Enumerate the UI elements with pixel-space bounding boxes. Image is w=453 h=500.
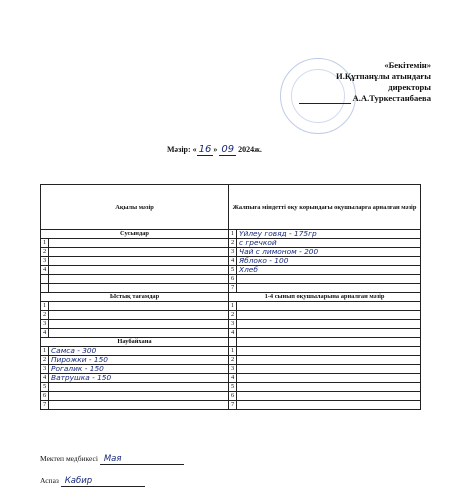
free-item: с гречкой [237,239,421,248]
free-item: Яблоко - 100 [237,257,421,266]
director-signature [299,103,351,104]
director-name: А.А.Туркестанбаева [352,93,431,103]
free-menu-header: Жалпыға міндетті оқу корындағы оқушыларға арналған мәзір [229,185,421,230]
bakery-item: Пирожки - 150 [49,356,229,365]
approval-position: директоры [388,82,431,92]
nurse-signature: Мая [100,454,184,465]
approval-signature-line [241,93,431,104]
menu-month: 09 [221,144,235,155]
paid-menu-header: Ақылы мәзір [41,185,229,230]
menu-day: 16 [198,144,212,155]
menu-date: Мәзір: « 16 » 09 2024ж. [167,144,262,155]
free-item: Үйлеу говяд - 175гр [237,230,421,239]
free-item [237,284,421,293]
nurse-label: Мектеп медбикесі [40,454,98,463]
nurse-signature-row [40,454,184,465]
grade14-header: 1-4 сынып оқушыларына арналған мәзір [229,293,421,302]
free-item: Хлеб [237,266,421,275]
hot-meals-header: Ыстық тағамдар [41,293,229,302]
cook-signature-row [40,476,145,487]
menu-year: 2024ж. [238,145,262,154]
free-item [237,275,421,284]
bakery-item: Самса - 300 [49,347,229,356]
menu-table: Ақылы мәзір Жалпыға міндетті оқу корындағы оқушыларға арналған мәзір Сусындар 1 Үйлеу говяд - 175гр 1 2 с гречкой 2 3 Чай с лимоном - 200 3 4 Яблоко - 100 4 5 Хлеб 6 7 Ыстық тағамдар 1-4 сынып оқушыларына арналған мәзір 1 1 2 2 3 3 4 4 Наубайхана 1 Самса - 300 1 2 Пирожки - 150 2 3 Рогалик - 150 3 4 Ватрушка - 150 4 5 5 6 6 7 7 [40,184,421,410]
bakery-item [49,401,229,410]
cook-signature: Кабир [61,476,145,487]
drinks-header: Сусындар [41,230,229,239]
approval-school: И.Құтпанұлы атындағы [336,71,431,81]
bakery-item [49,383,229,392]
approval-title: «Бекітемін» [384,60,431,70]
approval-block [241,60,431,104]
bakery-header: Наубайхана [41,338,229,347]
bakery-item: Ватрушка - 150 [49,374,229,383]
cook-label: Аспаз [40,476,59,485]
bakery-item: Рогалик - 150 [49,365,229,374]
free-item: Чай с лимоном - 200 [237,248,421,257]
bakery-item [49,392,229,401]
